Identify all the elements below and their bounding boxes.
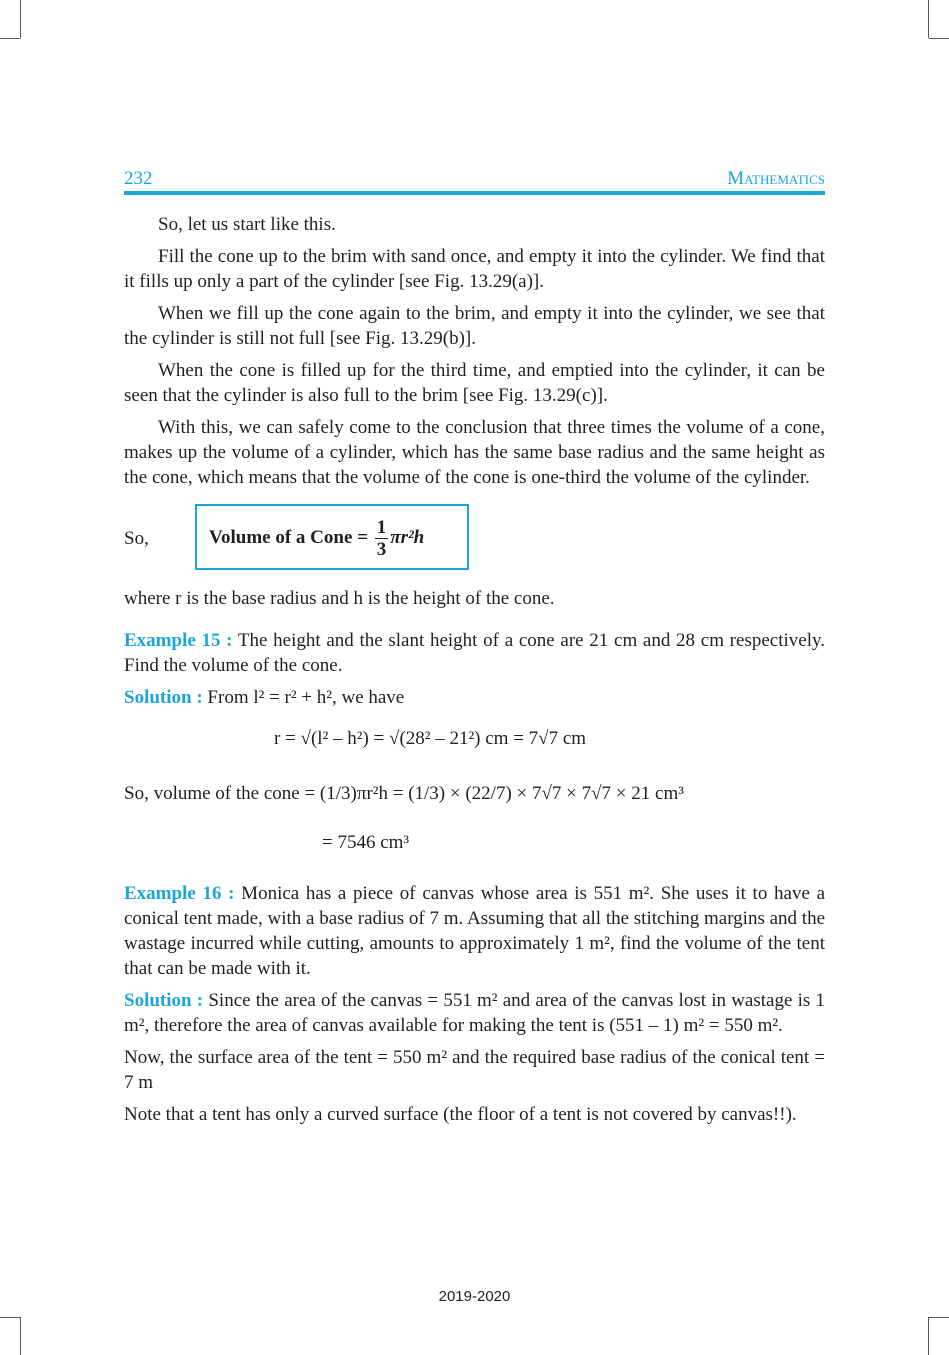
crop-mark (929, 1317, 949, 1318)
solution-text: Since the area of the canvas = 551 m² and area of the canvas lost in wastage is 1 m², therefore the area of canvas available for making the tent is (551 – 1) m² = 550 m². (124, 990, 825, 1036)
cone-volume-formula (209, 517, 424, 560)
solution-16 (124, 988, 825, 1038)
crop-mark (929, 38, 949, 39)
example-label: Example 16 : (124, 883, 235, 904)
crop-mark (20, 0, 21, 38)
crop-mark (0, 1317, 20, 1318)
crop-mark (928, 1317, 929, 1355)
paragraph: With this, we can safely come to the conclusion that three times the volume of a cone, makes up the volume of a cylinder, which has the same base radius and the same height as the cone, which means that the volume of the cone is one-third the volume of the cylinder. (124, 417, 825, 488)
example-label: Example 15 : (124, 630, 233, 651)
paragraph: So, let us start like this. (158, 214, 336, 235)
paragraph: Fill the cone up to the brim with sand once, and empty it into the cylinder. We find that it fills up only a part of the cylinder [see Fig. 13.29(a)]. (124, 246, 825, 292)
example-16 (124, 881, 825, 981)
page-content (124, 212, 825, 1127)
formula-expression: πr²h (390, 526, 425, 548)
equation-result: = 7546 cm³ (322, 832, 410, 853)
crop-mark (0, 38, 20, 39)
page-header (124, 168, 825, 190)
crop-mark (928, 0, 929, 38)
fraction: $\frac{1}{3}$ (376, 517, 387, 560)
crop-mark (20, 1317, 21, 1355)
solution-label: Solution : (124, 687, 203, 708)
paragraph: Note that a tent has only a curved surface (the floor of a tent is not covered by canvas!!). (124, 1104, 797, 1125)
formula-text: Volume of a Cone = (209, 526, 368, 548)
where-line: where r is the base radius and h is the height of the cone. (124, 588, 555, 609)
solution-label: Solution : (124, 990, 204, 1011)
solution-text: From l² = r² + h², we have (207, 687, 405, 708)
paragraph: Now, the surface area of the tent = 550 m² and the required base radius of the conical tent = 7 m (124, 1047, 825, 1093)
so-label: So, (124, 528, 149, 549)
example-text: Monica has a piece of canvas whose area is 551 m². She uses it to have a conical tent made, with a base radius of 7 m. Assuming that all the stitching margins and the wastage incurred while cutting, amounts to approximately 1 m², find the volume of the tent that can be made with it. (124, 883, 825, 979)
example-text: The height and the slant height of a cone are 21 cm and 28 cm respectively. Find the volume of the cone. (124, 630, 825, 676)
example-15 (124, 628, 825, 678)
formula-row (124, 504, 825, 576)
page-number: 232 (124, 168, 153, 189)
equation-r: r = √(l² – h²) = √(28² – 21²) cm = 7√7 cm (274, 728, 587, 749)
paragraph: When the cone is filled up for the third time, and emptied into the cylinder, it can be seen that the cylinder is also full to the brim [see Fig. 13.29(c)]. (124, 360, 825, 406)
formula-box (195, 504, 469, 570)
header-rule (124, 191, 825, 195)
paragraph: When we fill up the cone again to the brim, and empty it into the cylinder, we see that the cylinder is still not full [see Fig. 13.29(b)]. (124, 303, 825, 349)
solution-15 (124, 685, 825, 710)
equation-volume: So, volume of the cone = (1/3)πr²h = (1/3) × (22/7) × 7√7 × 7√7 × 21 cm³ (124, 783, 684, 804)
running-title: Mathematics (727, 168, 825, 189)
footer-year: 2019-2020 (438, 1288, 511, 1305)
